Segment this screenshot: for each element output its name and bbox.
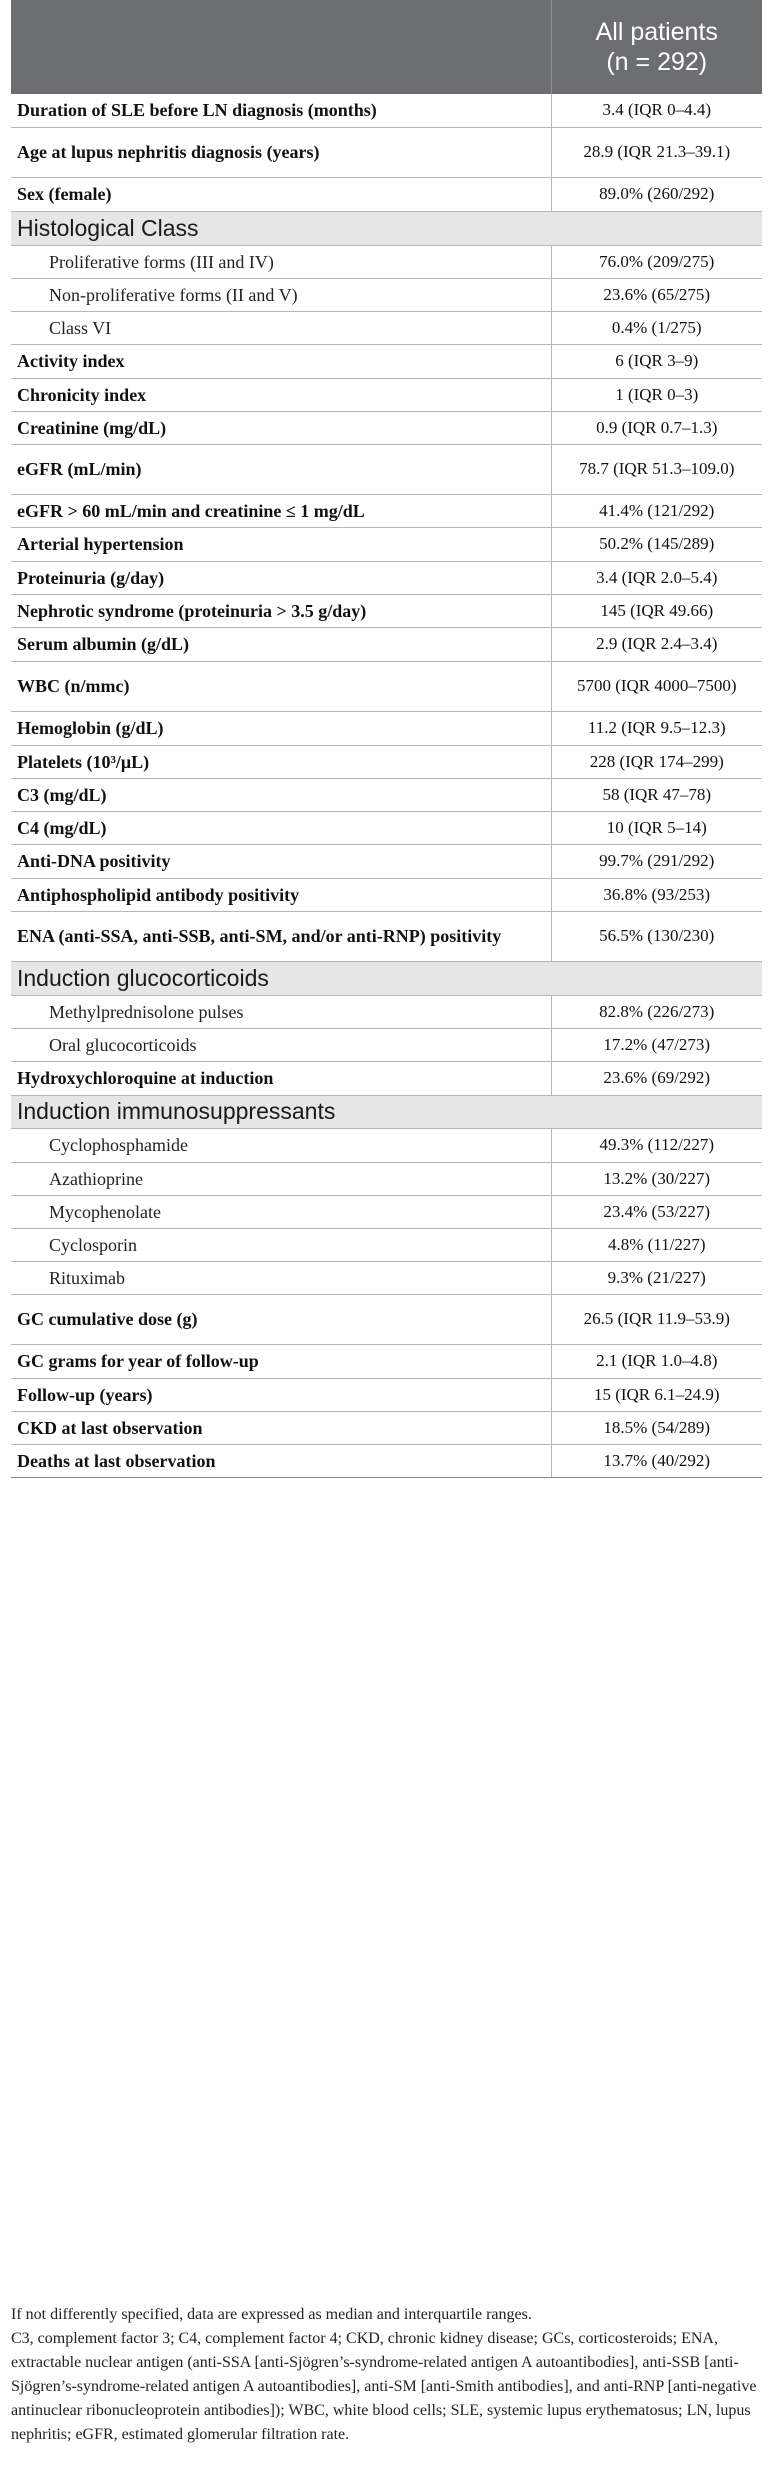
- table-row: [11, 1344, 762, 1378]
- row-label: Duration of SLE before LN diagnosis (months): [11, 94, 551, 127]
- row-value: 13.2% (30/227): [551, 1162, 762, 1195]
- row-label: Antiphospholipid antibody positivity: [11, 878, 551, 911]
- row-value: 17.2% (47/273): [551, 1028, 762, 1061]
- row-label: Anti-DNA positivity: [11, 844, 551, 878]
- section-header-label: Histological Class: [11, 211, 762, 245]
- row-label: Creatinine (mg/dL): [11, 411, 551, 444]
- row-value: 6 (IQR 3–9): [551, 344, 762, 378]
- table-row: [11, 594, 762, 627]
- row-value: 2.1 (IQR 1.0–4.8): [551, 1344, 762, 1378]
- row-value: 76.0% (209/275): [551, 245, 762, 278]
- row-label: eGFR (mL/min): [11, 444, 551, 494]
- section-header-label: Induction immunosuppressants: [11, 1095, 762, 1128]
- row-label: WBC (n/mmc): [11, 661, 551, 711]
- table-body: [11, 94, 762, 1477]
- row-value: 82.8% (226/273): [551, 995, 762, 1028]
- table-header: [11, 0, 762, 94]
- table-row: [11, 527, 762, 561]
- row-label: Oral glucocorticoids: [11, 1028, 551, 1061]
- row-label: Serum albumin (g/dL): [11, 627, 551, 661]
- row-value: 23.6% (65/275): [551, 278, 762, 311]
- row-value: 41.4% (121/292): [551, 494, 762, 527]
- row-label: Mycophenolate: [11, 1195, 551, 1228]
- footnote-note: If not differently specified, data are expressed as median and interquartile ranges.: [11, 2306, 532, 2323]
- row-value: 10 (IQR 5–14): [551, 811, 762, 844]
- table-subrow: [11, 245, 762, 278]
- row-label: C4 (mg/dL): [11, 811, 551, 844]
- row-label: Sex (female): [11, 177, 551, 211]
- row-label: Rituximab: [11, 1261, 551, 1294]
- header-count: (n = 292): [606, 48, 708, 76]
- row-label: Hydroxychloroquine at induction: [11, 1061, 551, 1095]
- table-row: [11, 778, 762, 811]
- table-row: [11, 878, 762, 911]
- row-value: 228 (IQR 174–299): [551, 745, 762, 778]
- row-value: 11.2 (IQR 9.5–12.3): [551, 711, 762, 745]
- row-label: ENA (anti-SSA, anti-SSB, anti-SM, and/or anti-RNP) positivity: [11, 911, 551, 961]
- row-label: eGFR > 60 mL/min and creatinine ≤ 1 mg/dL: [11, 494, 551, 527]
- row-value: 4.8% (11/227): [551, 1228, 762, 1261]
- header-label-cell: [11, 0, 551, 94]
- row-value: 56.5% (130/230): [551, 911, 762, 961]
- table-subrow: [11, 1162, 762, 1195]
- row-value: 15 (IQR 6.1–24.9): [551, 1378, 762, 1411]
- row-label: Cyclosporin: [11, 1228, 551, 1261]
- table-row: [11, 661, 762, 711]
- row-value: 9.3% (21/227): [551, 1261, 762, 1294]
- table-row: [11, 911, 762, 961]
- row-value: 2.9 (IQR 2.4–3.4): [551, 627, 762, 661]
- table-row: [11, 1444, 762, 1477]
- table-row: [11, 378, 762, 411]
- row-value: 78.7 (IQR 51.3–109.0): [551, 444, 762, 494]
- row-value: 13.7% (40/292): [551, 1444, 762, 1477]
- row-value: 3.4 (IQR 0–4.4): [551, 94, 762, 127]
- row-value: 0.9 (IQR 0.7–1.3): [551, 411, 762, 444]
- table-row: [11, 561, 762, 594]
- table-row: [11, 1378, 762, 1411]
- header-row: [11, 0, 762, 94]
- table-row: [11, 177, 762, 211]
- table-subrow: [11, 1128, 762, 1162]
- table-row: [11, 1411, 762, 1444]
- row-label: Cyclophosphamide: [11, 1128, 551, 1162]
- row-value: 58 (IQR 47–78): [551, 778, 762, 811]
- row-label: Arterial hypertension: [11, 527, 551, 561]
- row-value: 50.2% (145/289): [551, 527, 762, 561]
- table-row: [11, 344, 762, 378]
- row-label: Methylprednisolone pulses: [11, 995, 551, 1028]
- row-value: 3.4 (IQR 2.0–5.4): [551, 561, 762, 594]
- table-row: [11, 844, 762, 878]
- header-title: All patients: [595, 18, 718, 46]
- row-value: 49.3% (112/227): [551, 1128, 762, 1162]
- table-row: [11, 627, 762, 661]
- row-label: Follow-up (years): [11, 1378, 551, 1411]
- row-label: Proliferative forms (III and IV): [11, 245, 551, 278]
- row-label: GC grams for year of follow-up: [11, 1344, 551, 1378]
- section-header-row: [11, 1095, 762, 1128]
- table-row: [11, 811, 762, 844]
- table-row: [11, 411, 762, 444]
- section-header-label: Induction glucocorticoids: [11, 961, 762, 995]
- table-wrapper: [11, 0, 762, 2443]
- table-subrow: [11, 1195, 762, 1228]
- table-row: [11, 127, 762, 177]
- table-subrow: [11, 311, 762, 344]
- row-label: Activity index: [11, 344, 551, 378]
- footnote-abbreviations: C3, complement factor 3; C4, complement factor 4; CKD, chronic kidney disease; GCs, corticosteroids; ENA, extractable nuclear antigen (anti-SSA [anti-Sjögren’s-syndrome-related antigen A autoantibodies], anti-SSB [anti-Sjögren’s-syndrome-related antigen A autoantibodies], anti-SM [anti-Smith antibodies], and anti-RNP [anti-negative antinuclear ribonucleoprotein antibodies]); WBC, white blood cells; SLE, systemic lupus erythematosus; LN, lupus nephritis; eGFR, estimated glomerular filtration rate.: [11, 2330, 757, 2443]
- row-value: 28.9 (IQR 21.3–39.1): [551, 127, 762, 177]
- table-row: [11, 444, 762, 494]
- row-label: Nephrotic syndrome (proteinuria > 3.5 g/day): [11, 594, 551, 627]
- row-value: 1 (IQR 0–3): [551, 378, 762, 411]
- row-value: 5700 (IQR 4000–7500): [551, 661, 762, 711]
- table-subrow: [11, 1028, 762, 1061]
- row-label: Hemoglobin (g/dL): [11, 711, 551, 745]
- row-value: 99.7% (291/292): [551, 844, 762, 878]
- row-label: Chronicity index: [11, 378, 551, 411]
- table-subrow: [11, 1261, 762, 1294]
- row-label: Platelets (10³/μL): [11, 745, 551, 778]
- table-row: [11, 1061, 762, 1095]
- row-value: 145 (IQR 49.66): [551, 594, 762, 627]
- row-value: 89.0% (260/292): [551, 177, 762, 211]
- table-subrow: [11, 1228, 762, 1261]
- row-label: Class VI: [11, 311, 551, 344]
- table-subrow: [11, 995, 762, 1028]
- row-label: C3 (mg/dL): [11, 778, 551, 811]
- row-label: CKD at last observation: [11, 1411, 551, 1444]
- row-value: 23.6% (69/292): [551, 1061, 762, 1095]
- table-row: [11, 745, 762, 778]
- table-row: [11, 711, 762, 745]
- row-label: Azathioprine: [11, 1162, 551, 1195]
- row-label: GC cumulative dose (g): [11, 1294, 551, 1344]
- row-value: 18.5% (54/289): [551, 1411, 762, 1444]
- row-value: 26.5 (IQR 11.9–53.9): [551, 1294, 762, 1344]
- table-row: [11, 494, 762, 527]
- row-value: 23.4% (53/227): [551, 1195, 762, 1228]
- section-header-row: [11, 211, 762, 245]
- table-row: [11, 1294, 762, 1344]
- row-label: Deaths at last observation: [11, 1444, 551, 1477]
- header-all-patients: [551, 0, 762, 94]
- row-label: Non-proliferative forms (II and V): [11, 278, 551, 311]
- row-label: Proteinuria (g/day): [11, 561, 551, 594]
- table-footnotes: [11, 2303, 762, 2447]
- table-row: [11, 94, 762, 127]
- row-label: Age at lupus nephritis diagnosis (years): [11, 127, 551, 177]
- section-header-row: [11, 961, 762, 995]
- table-subrow: [11, 278, 762, 311]
- row-value: 0.4% (1/275): [551, 311, 762, 344]
- row-value: 36.8% (93/253): [551, 878, 762, 911]
- patient-characteristics-table: [11, 0, 762, 1478]
